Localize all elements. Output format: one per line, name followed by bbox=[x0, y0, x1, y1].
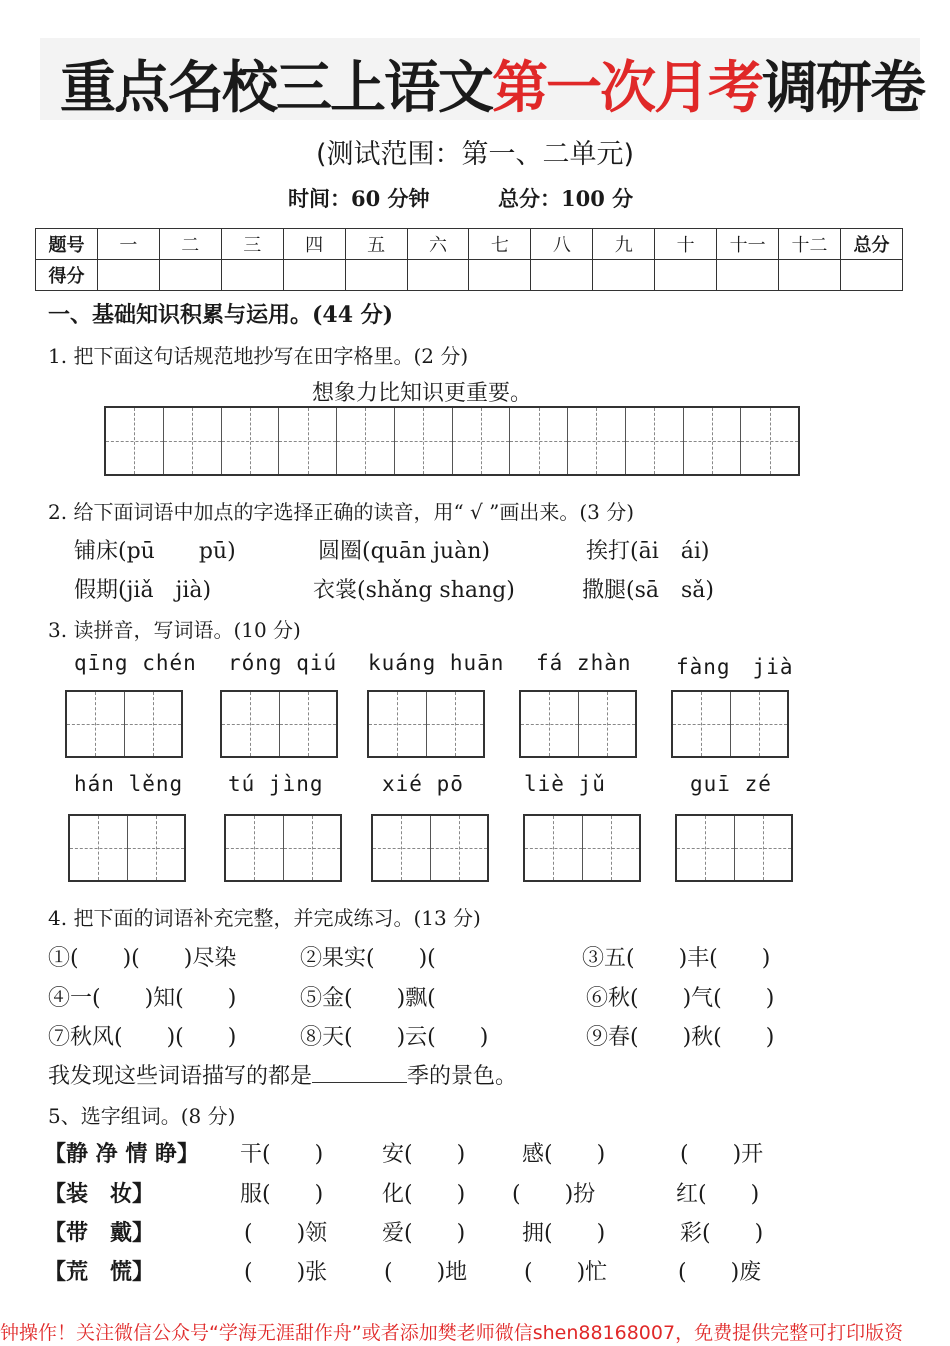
score-label: 总分：100 分 bbox=[498, 186, 634, 211]
col-label: 六 bbox=[407, 229, 469, 260]
q5-item[interactable]: ( )扮 bbox=[512, 1182, 596, 1207]
col-label: 总分 bbox=[840, 229, 902, 260]
row-label: 题号 bbox=[36, 229, 98, 260]
col-label: 一 bbox=[97, 229, 159, 260]
q2-item[interactable]: 圆圈(quān juàn) bbox=[318, 539, 490, 564]
q4-item[interactable]: ⑦秋风( )( ) bbox=[48, 1025, 237, 1050]
q4-prompt: 4. 把下面的词语补充完整，并完成练习。(13 分) bbox=[48, 906, 481, 930]
q5-item[interactable]: 服( ) bbox=[240, 1182, 324, 1207]
score-cell[interactable] bbox=[469, 260, 531, 291]
col-label: 七 bbox=[469, 229, 531, 260]
q4-item[interactable]: ⑧天( )云( ) bbox=[300, 1025, 489, 1050]
q2-item[interactable]: 挨打(āi ái) bbox=[586, 539, 710, 564]
score-cell[interactable] bbox=[840, 260, 902, 291]
col-label: 四 bbox=[283, 229, 345, 260]
q5-item[interactable]: 彩( ) bbox=[680, 1221, 764, 1246]
q5-item[interactable]: 感( ) bbox=[522, 1142, 606, 1167]
q4-answer-blank[interactable] bbox=[312, 1062, 407, 1083]
score-table-header-row bbox=[36, 229, 903, 260]
q4-item[interactable]: ②果实( )( bbox=[300, 946, 480, 971]
page-title bbox=[60, 44, 924, 124]
q4-item[interactable]: ①( )( )尽染 bbox=[48, 946, 237, 971]
pinyin-label: kuáng huān bbox=[368, 651, 505, 675]
col-label: 十 bbox=[655, 229, 717, 260]
col-label: 九 bbox=[593, 229, 655, 260]
q5-item[interactable]: ( )忙 bbox=[524, 1260, 608, 1285]
q4-item[interactable]: ⑥秋( )气( ) bbox=[586, 986, 775, 1011]
footer-promo-text: 钟操作！关注微信公众号“学海无涯甜作舟”或者添加樊老师微信shen88168007，免费提供完整可打印版资 bbox=[0, 1322, 904, 1344]
q5-item[interactable]: 干( ) bbox=[240, 1142, 324, 1167]
score-cell[interactable] bbox=[159, 260, 221, 291]
score-table-score-row bbox=[36, 260, 903, 291]
score-cell[interactable] bbox=[779, 260, 841, 291]
q5-item[interactable]: 拥( ) bbox=[522, 1221, 606, 1246]
q5-char-group: 【带 戴】 bbox=[44, 1220, 155, 1246]
q4-conclusion-a: 我发现这些词语描写的都是 bbox=[48, 1064, 313, 1089]
q5-item[interactable]: 安( ) bbox=[382, 1142, 466, 1167]
q1-sentence: 想象力比知识更重要。 bbox=[312, 381, 533, 406]
q5-char-group: 【静 净 情 睁】 bbox=[44, 1141, 199, 1167]
q5-item[interactable]: 化( ) bbox=[382, 1182, 466, 1207]
answer-grid[interactable] bbox=[523, 814, 641, 882]
score-cell[interactable] bbox=[345, 260, 407, 291]
score-cell[interactable] bbox=[283, 260, 345, 291]
q5-item[interactable]: 爱( ) bbox=[382, 1221, 466, 1246]
q2-item[interactable]: 撒腿(sā sǎ) bbox=[582, 578, 714, 603]
pinyin-label: hán lěng bbox=[74, 772, 184, 796]
q5-item[interactable]: ( )废 bbox=[678, 1260, 762, 1285]
q5-prompt: 5、选字组词。(8 分) bbox=[48, 1104, 236, 1128]
pinyin-label: tú jìng bbox=[228, 772, 324, 796]
q1-prompt: 1. 把下面这句话规范地抄写在田字格里。(2 分) bbox=[48, 344, 469, 368]
q4-item[interactable]: ④一( )知( ) bbox=[48, 986, 237, 1011]
q4-conclusion-b: 季的景色。 bbox=[407, 1064, 518, 1089]
score-cell[interactable] bbox=[97, 260, 159, 291]
q2-item[interactable]: 铺床(pū pū) bbox=[74, 539, 236, 564]
title-part-2: 第一次月考 bbox=[492, 56, 762, 121]
title-part-3: 调研卷 bbox=[762, 56, 924, 121]
answer-grid[interactable] bbox=[367, 690, 485, 758]
q5-item[interactable]: ( )开 bbox=[680, 1142, 764, 1167]
col-label: 八 bbox=[531, 229, 593, 260]
pinyin-label: qīng chén bbox=[74, 651, 197, 675]
q1-writing-grid[interactable] bbox=[104, 406, 800, 476]
pinyin-label: róng qiú bbox=[228, 651, 338, 675]
score-table bbox=[35, 228, 903, 291]
q2-item[interactable]: 衣裳(shǎng shang) bbox=[313, 578, 515, 603]
answer-grid[interactable] bbox=[68, 814, 186, 882]
q5-item[interactable]: ( )张 bbox=[244, 1260, 328, 1285]
answer-grid[interactable] bbox=[519, 690, 637, 758]
pinyin-label: liè jǔ bbox=[524, 772, 606, 796]
answer-grid[interactable] bbox=[675, 814, 793, 882]
test-scope: (测试范围：第一、二单元) bbox=[315, 139, 635, 170]
score-cell[interactable] bbox=[221, 260, 283, 291]
q5-item[interactable]: ( )领 bbox=[244, 1221, 328, 1246]
col-label: 十一 bbox=[717, 229, 779, 260]
score-cell[interactable] bbox=[531, 260, 593, 291]
pinyin-label: fàng jià bbox=[676, 655, 794, 679]
q2-prompt: 2. 给下面词语中加点的字选择正确的读音，用“ √ ”画出来。(3 分) bbox=[48, 500, 635, 524]
q3-prompt: 3. 读拼音，写词语。(10 分) bbox=[48, 618, 301, 642]
pinyin-label: guī zé bbox=[690, 772, 772, 796]
answer-grid[interactable] bbox=[671, 690, 789, 758]
time-label: 时间：60 分钟 bbox=[288, 186, 430, 211]
answer-grid[interactable] bbox=[220, 690, 338, 758]
col-label: 三 bbox=[221, 229, 283, 260]
q4-item[interactable]: ⑨春( )秋( ) bbox=[586, 1025, 775, 1050]
answer-grid[interactable] bbox=[224, 814, 342, 882]
answer-grid[interactable] bbox=[371, 814, 489, 882]
q4-item[interactable]: ⑤金( )飘( bbox=[300, 986, 480, 1011]
score-cell[interactable] bbox=[717, 260, 779, 291]
score-cell[interactable] bbox=[407, 260, 469, 291]
q5-item[interactable]: ( )地 bbox=[384, 1260, 468, 1285]
col-label: 五 bbox=[345, 229, 407, 260]
q4-item[interactable]: ③五( )丰( ) bbox=[582, 946, 771, 971]
answer-grid[interactable] bbox=[65, 690, 183, 758]
q5-item[interactable]: 红( ) bbox=[676, 1182, 760, 1207]
col-label: 十二 bbox=[779, 229, 841, 260]
section-1-heading: 一、基础知识积累与运用。(44 分) bbox=[48, 302, 394, 328]
title-part-1: 重点名校三上语文 bbox=[60, 56, 492, 121]
score-cell[interactable] bbox=[593, 260, 655, 291]
pinyin-label: fá zhàn bbox=[536, 651, 632, 675]
q2-item[interactable]: 假期(jiǎ jià) bbox=[74, 578, 212, 603]
q5-char-group: 【装 妆】 bbox=[44, 1181, 155, 1207]
pinyin-label: xié pō bbox=[382, 772, 464, 796]
q5-char-group: 【荒 慌】 bbox=[44, 1259, 155, 1285]
q4-conclusion bbox=[48, 1059, 517, 1090]
col-label: 二 bbox=[159, 229, 221, 260]
score-cell[interactable] bbox=[655, 260, 717, 291]
row-label: 得分 bbox=[36, 260, 98, 291]
